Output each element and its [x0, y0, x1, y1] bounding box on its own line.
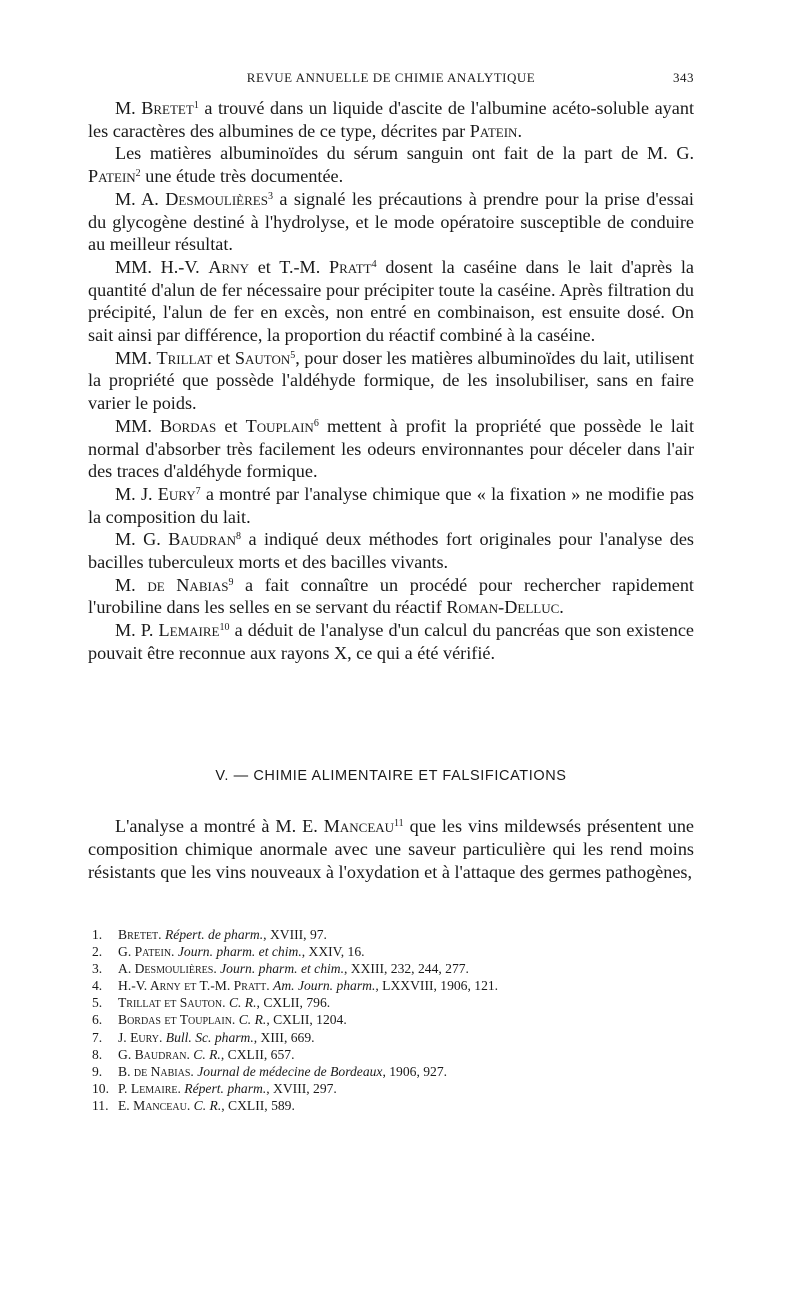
section-heading: V. — CHIMIE ALIMENTAIRE ET FALSIFICATIONS: [215, 768, 567, 784]
footnote-ref: 10: [219, 622, 230, 634]
paragraph-eury: M. J. Eury$^7$ a montré par l'analyse chimique que « la fixation » ne modifie pas la composition du lait.: [88, 483, 695, 527]
section-body: [88, 815, 694, 884]
footnotes: [92, 926, 692, 1114]
footnote: 7. J. Eury. Bull. Sc. pharm., XIII, 669.: [92, 1029, 315, 1045]
page-number: 343: [673, 70, 694, 85]
footnote-ref: 7: [195, 485, 201, 497]
footnote-ref: 6: [313, 417, 319, 429]
journal-title: REVUE ANNUELLE DE CHIMIE ANALYTIQUE: [246, 70, 536, 85]
footnote: 2. G. Patein. Journ. pharm. et chim., XXIV, 16.: [92, 944, 365, 960]
footnote-ref: 4: [371, 258, 377, 270]
footnote: 5. Trillat et Sauton. C. R., CXLII, 796.: [92, 995, 331, 1011]
footnote-ref: 5: [290, 349, 296, 361]
running-head: [88, 70, 694, 90]
footnote: 9. B. de Nabias. Journal de médecine de Bordeaux, 1906, 927.: [92, 1063, 448, 1079]
footnote-ref: 9: [228, 576, 234, 588]
footnote: 8. G. Baudran. C. R., CXLII, 657.: [92, 1046, 295, 1062]
paragraph-bordas-touplain: MM. Bordas et Touplain$^6$ mettent à profit la propriété que possède le lait normal d'absorber très facilement les odeurs environnantes pour déceler dans l'air des traces d'aldéhyde formique.: [88, 415, 695, 482]
footnote: 11. E. Manceau. C. R., CXLII, 589.: [92, 1097, 295, 1113]
paragraph-arny-pratt: MM. H.-V. Arny et T.-M. Pratt$^4$ dosent la caséine dans le lait d'après la quantité d'alun de fer nécessaire pour précipiter toute la caséine. Après filtration du précipité, l'alun de fer en excès, non entré en combinaison, est ensuite dosé. On sait ainsi par différence, la proportion du réactif combiné à la caséine.: [88, 256, 694, 346]
body-text: [88, 97, 694, 665]
footnote-ref: 3: [267, 190, 273, 202]
paragraph-patein: Les matières albuminoïdes du sérum sanguin ont fait de la part de M. G. Patein$^2$ une étude très documentée.: [88, 143, 694, 187]
paragraph-baudran: M. G. Baudran$^8$ a indiqué deux méthodes fort originales pour l'analyse des bacilles tuberculeux morts et des bacilles vivants.: [88, 529, 694, 573]
footnote: 4. H.-V. Arny et T.-M. Pratt. Am. Journ. pharm., LXXVIII, 1906, 121.: [92, 978, 499, 994]
paragraph-trillat-sauton: MM. Trillat et Sauton$^5$, pour doser les matières albuminoïdes du lait, utilisent la propriété que possède l'aldéhyde formique, de les insolubiliser, sans en faire varier le poids.: [88, 347, 694, 414]
paragraph-lemaire: M. P. Lemaire$^{10}$ a déduit de l'analyse d'un calcul du pancréas que son existence pouvait être reconnue aux rayons X, ce qui a été vérifié.: [88, 620, 694, 663]
footnote-ref: 2: [135, 168, 141, 180]
footnote-ref: 11: [394, 818, 404, 829]
paragraph-bretet: M. Bretet$^1$ a trouvé dans un liquide d'ascite de l'albumine acéto-soluble ayant les caractères des albumines de ce type, décrites par Patein.: [88, 98, 694, 141]
footnote-ref: 8: [236, 531, 242, 543]
footnote: 3. A. Desmoulières. Journ. pharm. et chim., XXIII, 232, 244, 277.: [92, 961, 469, 977]
footnote: 10. P. Lemaire. Répert. pharm., XVIII, 297.: [92, 1080, 337, 1096]
footnote-ref: 1: [193, 100, 199, 111]
footnote: 6. Bordas et Touplain. C. R., CXLII, 1204.: [92, 1012, 347, 1028]
paragraph-desmoulieres: M. A. Desmoulières$^3$ a signalé les précautions à prendre pour la prise d'essai du glycogène destiné à l'hydrolyse, et le mode opératoire susceptible de conduire au meilleur résultat.: [88, 188, 694, 255]
paragraph-manceau: L'analyse a montré à M. E. Manceau$^{11}$ que les vins mildewsés présentent une composition chimique anormale avec une saveur particulière qui les rend moins résistants que les vins nouveaux à l'oxydation et à l'attaque des germes pathogènes,: [88, 816, 694, 882]
footnote: 1. Bretet. Répert. de pharm., XVIII, 97.: [92, 927, 327, 942]
paragraph-de-nabias: M. de Nabias$^9$ a fait connaître un procédé pour rechercher rapidement l'urobiline dans les selles en se servant du réactif Roman-Delluc.: [88, 574, 694, 618]
